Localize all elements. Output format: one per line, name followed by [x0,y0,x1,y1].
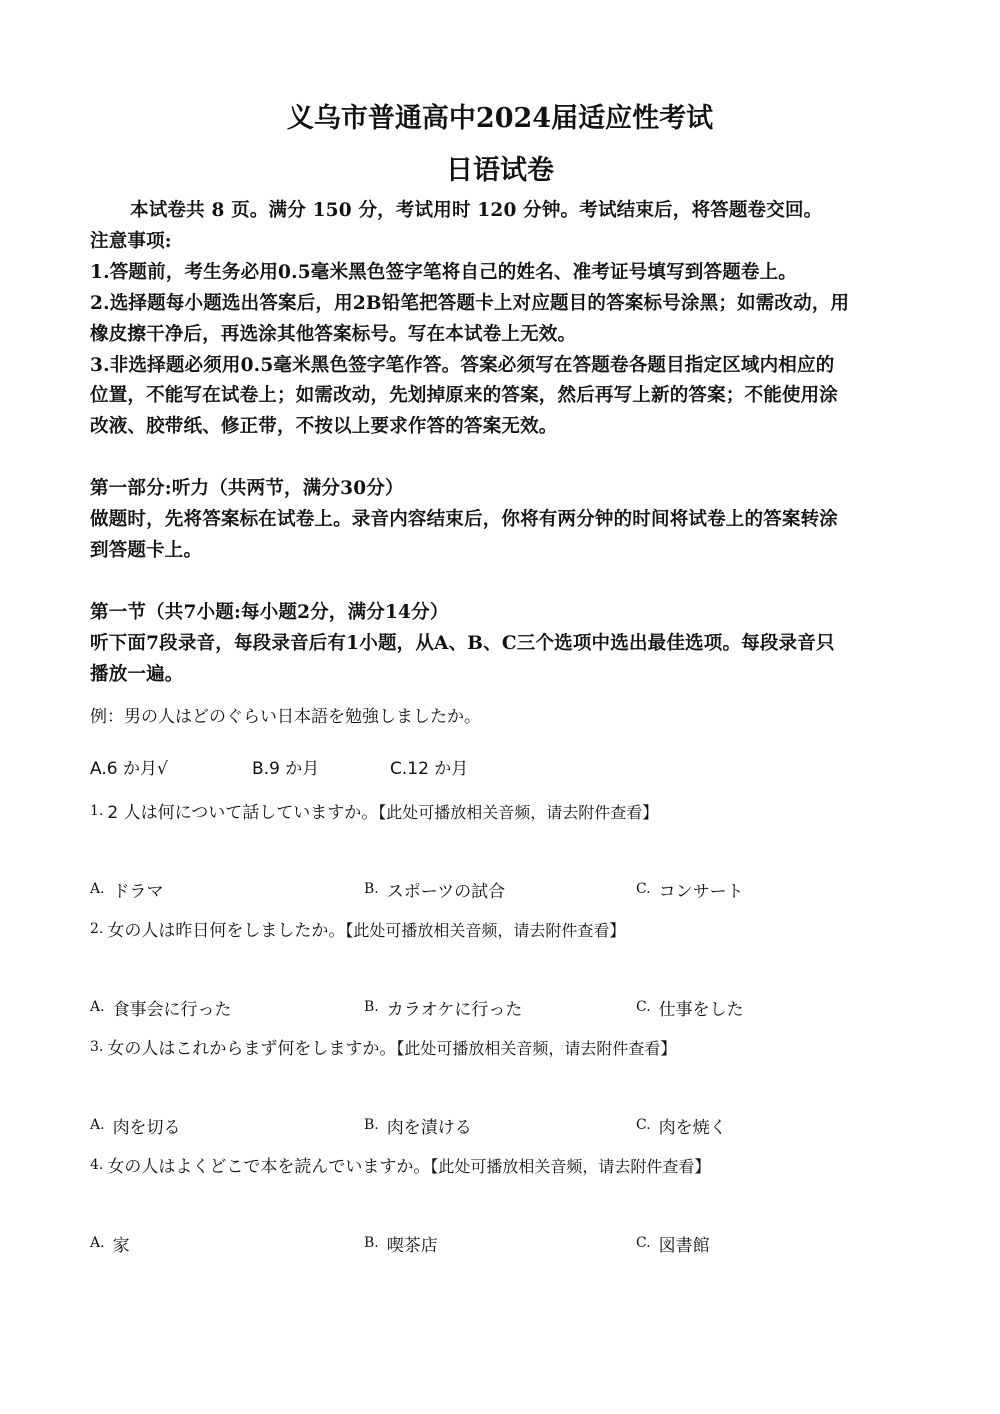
question-text: 女の人はこれからまず何をしますか。 [107,1039,397,1059]
section1-heading: 第一节（共7小题:每小题2分，满分14分） [90,602,449,623]
question-3-option-b: $^{B.}$ 肉を漬ける [364,1117,472,1138]
example-option-b: B.9 か月 [252,759,320,779]
page-subtitle: 日语试卷 [446,155,554,186]
audio-note: 【此处可播放相关音频，请去附件查看】 [345,921,626,940]
question-3-option-c: $^{C.}$ 肉を焼く [636,1117,727,1138]
notice-item-3-line-1: 3.非选择题必须用0.5毫米黑色签字笔作答。答案必须写在答题卷各题目指定区域内相应的 [90,355,835,376]
exam-summary: 本试卷共 8 页。满分 150 分，考试用时 120 分钟。考试结束后，将答题卷交回。 [130,200,823,221]
question-2-option-b: $^{B.}$ カラオケに行った [364,999,523,1020]
part1-instruction-line-1: 做题时，先将答案标在试卷上。录音内容结束后，你将有两分钟的时间将试卷上的答案转涂 [90,509,839,530]
notice-item-3-line-2: 位置，不能写在试卷上；如需改动，先划掉原来的答案，然后再写上新的答案；不能使用涂 [90,385,839,406]
question-text: 女の人はよくどこで本を読んでいますか。 [107,1157,431,1177]
page-title: 义乌市普通高中2024届适应性考试 [286,103,714,134]
question-4-option-b: $^{B.}$ 喫茶店 [364,1235,438,1256]
question-2 [90,916,625,941]
question-1-option-b: $^{B.}$ スポーツの試合 [364,881,506,902]
question-text: 女の人は昨日何をしましたか。 [107,921,346,941]
question-1 [90,798,658,823]
question-number: 2. [90,921,104,937]
example-question: 例：男の人はどのぐらい日本語を勉強しましたか。 [90,707,481,727]
section1-instruction-line-2: 播放一遍。 [90,664,184,685]
part1-instruction-line-2: 到答题卡上。 [90,540,203,561]
question-3-option-a: $^{A.}$ 肉を切る [90,1117,181,1138]
part1-heading: 第一部分:听力（共两节，满分30分） [90,478,404,499]
notice-item-1: 1.答题前，考生务必用0.5毫米黑色签字笔将自己的姓名、准考证号填写到答题卷上。 [90,262,798,283]
audio-note: 【此处可播放相关音频，请去附件查看】 [378,803,659,822]
example-option-c: C.12 か月 [390,759,469,779]
question-2-option-c: $^{C.}$ 仕事をした [636,999,744,1020]
question-number: 1. [90,803,104,819]
example-option-a: A.6 か月√ [90,759,168,779]
question-1-option-c: $^{C.}$ コンサート [636,881,744,902]
section1-instruction-line-1: 听下面7段录音，每段录音后有1小题，从A、B、C三个选项中选出最佳选项。每段录音只 [90,633,835,654]
audio-note: 【此处可播放相关音频，请去附件查看】 [430,1157,711,1176]
question-4-option-a: $^{A.}$ 家 [90,1235,130,1256]
notice-item-3-line-3: 改液、胶带纸、修正带，不按以上要求作答的答案无效。 [90,416,558,437]
question-4 [90,1152,710,1177]
notice-item-2-line-1: 2.选择题每小题选出答案后，用2B铅笔把答题卡上对应题目的答案标号涂黑；如需改动，用 [90,293,850,314]
notice-item-2-line-2: 橡皮擦干净后，再选涂其他答案标号。写在本试卷上无效。 [90,324,577,345]
question-2-option-a: $^{A.}$ 食事会に行った [90,999,232,1020]
question-text: 2 人は何について話していますか。 [107,803,379,823]
question-1-option-a: $^{A.}$ ドラマ [90,881,164,902]
audio-note: 【此处可播放相关音频，请去附件查看】 [396,1039,677,1058]
question-4-option-c: $^{C.}$ 図書館 [636,1235,710,1256]
notice-heading: 注意事项: [90,231,172,252]
question-3 [90,1034,676,1059]
question-number: 4. [90,1157,104,1173]
question-number: 3. [90,1039,104,1055]
